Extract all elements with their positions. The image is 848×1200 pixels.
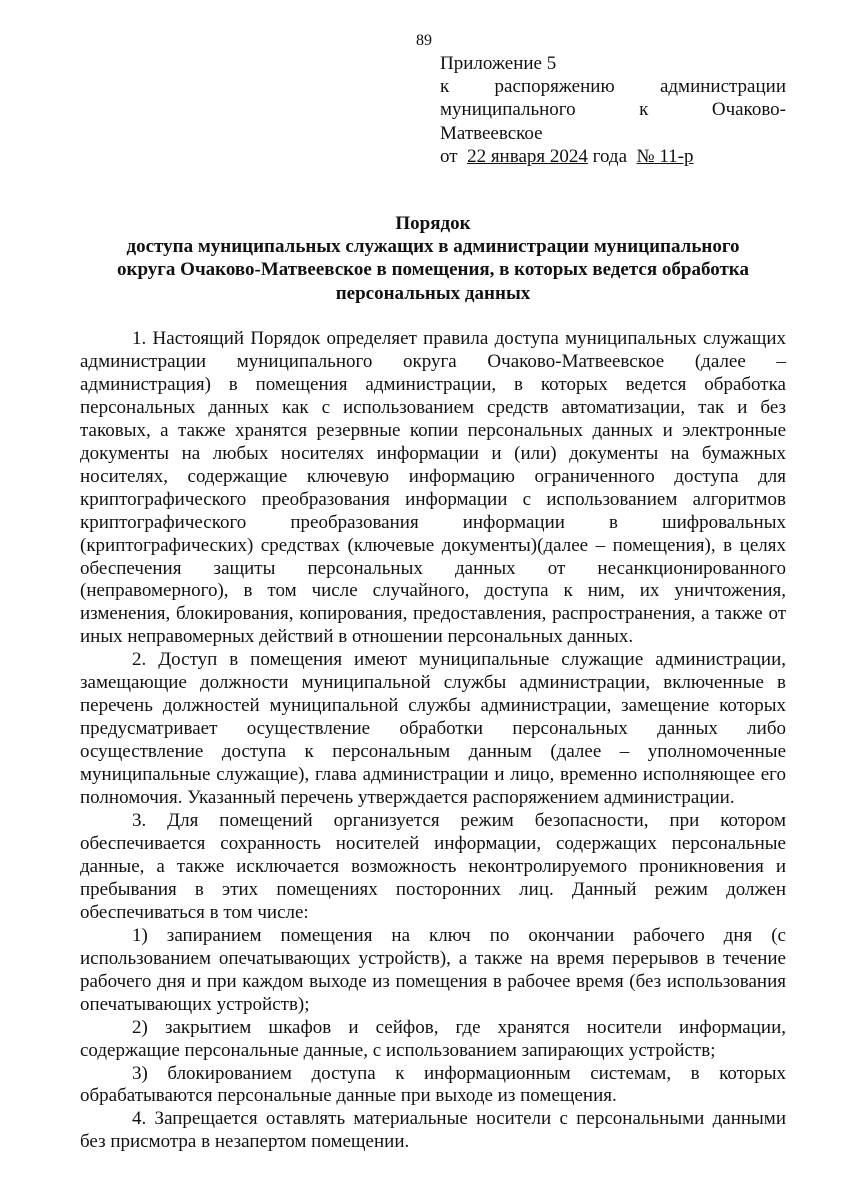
appendix-word: к <box>639 99 649 121</box>
title-line-4: персональных данных <box>335 282 531 304</box>
title-line-2: доступа муниципальных служащих в администрации муниципального <box>126 236 740 258</box>
title-line-3: округа Очаково-Матвеевское в помещения, в которых ведется обработка <box>117 259 749 281</box>
page-number: 89 <box>416 32 432 49</box>
decree-date: 22 января 2024 <box>467 145 588 167</box>
subclause-2: 2) закрытием шкафов и сейфов, где хранятся носители информации, содержащие персональные данные, с использованием запирающих устройств; <box>80 1016 786 1061</box>
appendix-header <box>440 52 786 168</box>
subclause-3: 3) блокированием доступа к информационным системам, в которых обрабатываются персональные данные при выходе из помещения. <box>80 1062 786 1107</box>
document-body <box>80 328 786 1154</box>
decree-number-sign: № <box>636 145 655 167</box>
document-title <box>80 212 786 305</box>
appendix-word: распоряжению <box>494 76 615 98</box>
clause-2: 2. Доступ в помещения имеют муниципальные служащие администрации, замещающие должности муниципальной службы администрации, включенные в перечень должностей муниципальной службы администрации, замещение которых предусматривает осуществление обработки персональных данных либо осуществление доступа к персональным данным (далее – уполномоченные муниципальные служащие), глава администрации и лицо, временно исполняющее его полномочия. Указанный перечень утверждается распоряжением администрации. <box>80 649 786 809</box>
date-suffix: года <box>592 145 627 167</box>
appendix-line-3: Матвеевское <box>440 122 543 144</box>
appendix-word: муниципального <box>440 99 576 121</box>
appendix-line-1 <box>440 75 786 98</box>
subclause-1: 1) запиранием помещения на ключ по окончании рабочего дня (с использованием опечатывающих устройств), а также на время перерывов в течение рабочего дня и при каждом выходе из помещения в рабочее время (без использования опечатывающих устройств); <box>80 924 786 1015</box>
appendix-title: Приложение 5 <box>440 53 557 74</box>
appendix-date-line <box>440 145 786 168</box>
clause-4: 4. Запрещается оставлять материальные носители с персональными данными без присмотра в незапертом помещении. <box>80 1108 786 1153</box>
date-prefix: от <box>440 145 458 167</box>
clause-3: 3. Для помещений организуется режим безопасности, при котором обеспечивается сохранность носителей информации, содержащих персональные данные, а также исключается возможность неконтролируемого проникновения и пребывания в этих помещениях посторонних лиц. Данный режим должен обеспечиваться в том числе: <box>80 810 786 923</box>
clause-1: 1. Настоящий Порядок определяет правила доступа муниципальных служащих администрации муниципального округа Очаково-Матвеевское (далее – администрация) в помещения администрации, в которых ведется обработка персональных данных как с использованием средств автоматизации, так и без таковых, а также хранятся резервные копии персональных данных и электронные документы на любых носителях информации и (или) документы на бумажных носителях, содержащие ключевую информацию ограниченного доступа для криптографического преобразования информации с использованием алгоритмов криптографического преобразования информации в шифровальных (криптографических) средствах (ключевые документы)(далее – помещения), в целях обеспечения защиты персональных данных от несанкционированного (неправомерного), в том числе случайного, доступа к ним, их уничтожения, изменения, блокирования, копирования, предоставления, распространения, а также от иных неправомерных действий в отношении персональных данных. <box>80 328 786 648</box>
appendix-word: Очаково- <box>711 99 786 121</box>
title-line-1: Порядок <box>395 213 471 234</box>
decree-number: 11-р <box>659 145 694 167</box>
appendix-word: администрации <box>659 76 786 98</box>
appendix-word: к <box>440 76 450 98</box>
appendix-line-2 <box>440 98 786 121</box>
